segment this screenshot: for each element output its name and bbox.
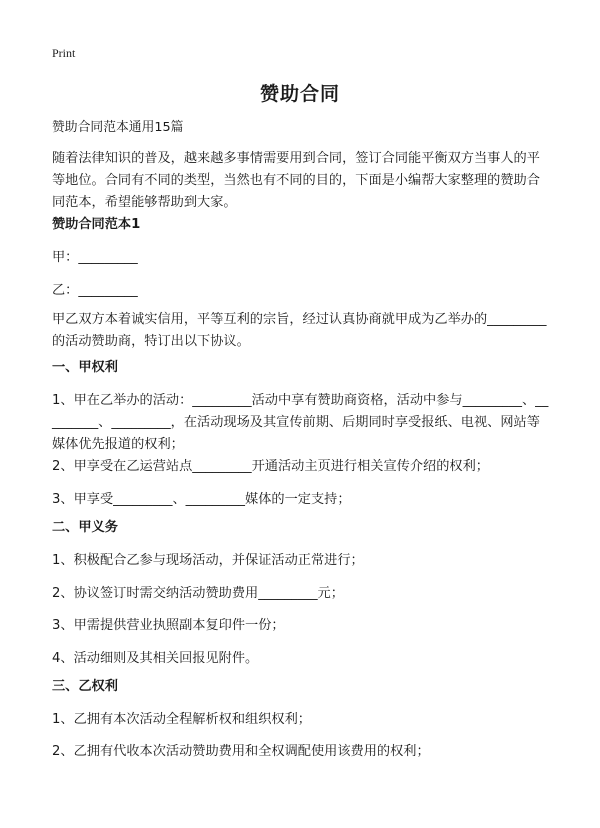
clause-item: 2、甲享受在乙运营站点_________开通活动主页进行相关宣传介绍的权利； [52,459,489,474]
intro-paragraph: 随着法律知识的普及，越来越多事情需要用到合同，签订合同能平衡双方当事人的平等地位。合同有不同的类型，当然也有不同的目的，下面是小编帮大家整理的赞助合同范本，希望能够帮助到大家。 [52,151,540,210]
clause-item: 1、乙拥有本次活动全程解析权和组织权利； [52,712,311,727]
agreement-intro: 甲乙双方本着诚实信用，平等互利的宗旨，经过认真协商就甲成为乙举办的_________的活动赞助商，特订出以下协议。 [52,312,547,349]
clause-item: 2、乙拥有代收本次活动赞助费用和全权调配使用该费用的权利； [52,744,430,759]
section-heading-party-a-rights: 一、甲权利 [52,360,118,375]
clause-item: 3、甲需提供营业执照副本复印件一份； [52,618,285,633]
section-heading-party-b-rights: 三、乙权利 [52,679,118,694]
page-title: 赞助合同 [259,83,340,105]
clause-item: 1、积极配合乙参与现场活动，并保证活动正常进行； [52,553,364,568]
document-subtitle: 赞助合同范本通用15篇 [52,120,184,135]
example-heading: 赞助合同范本1 [52,217,141,232]
party-a-line: 甲：_________ [52,250,138,265]
clause-item: 1、甲在乙举办的活动：_________活动中享有赞助商资格，活动中参与_________、_________、_________，在活动现场及其宣传前期、后期同时享受报纸、电视、网站等媒体优先报道的权利； [52,393,549,452]
section-heading-party-a-obligations: 二、甲义务 [52,520,118,535]
party-b-line: 乙：_________ [52,283,138,298]
print-link[interactable]: Print [52,46,76,60]
clause-item: 3、甲享受_________、_________媒体的一定支持； [52,492,351,507]
clause-item: 2、协议签订时需交纳活动赞助费用_________元； [52,586,344,601]
clause-item: 4、活动细则及其相关回报见附件。 [52,651,259,666]
